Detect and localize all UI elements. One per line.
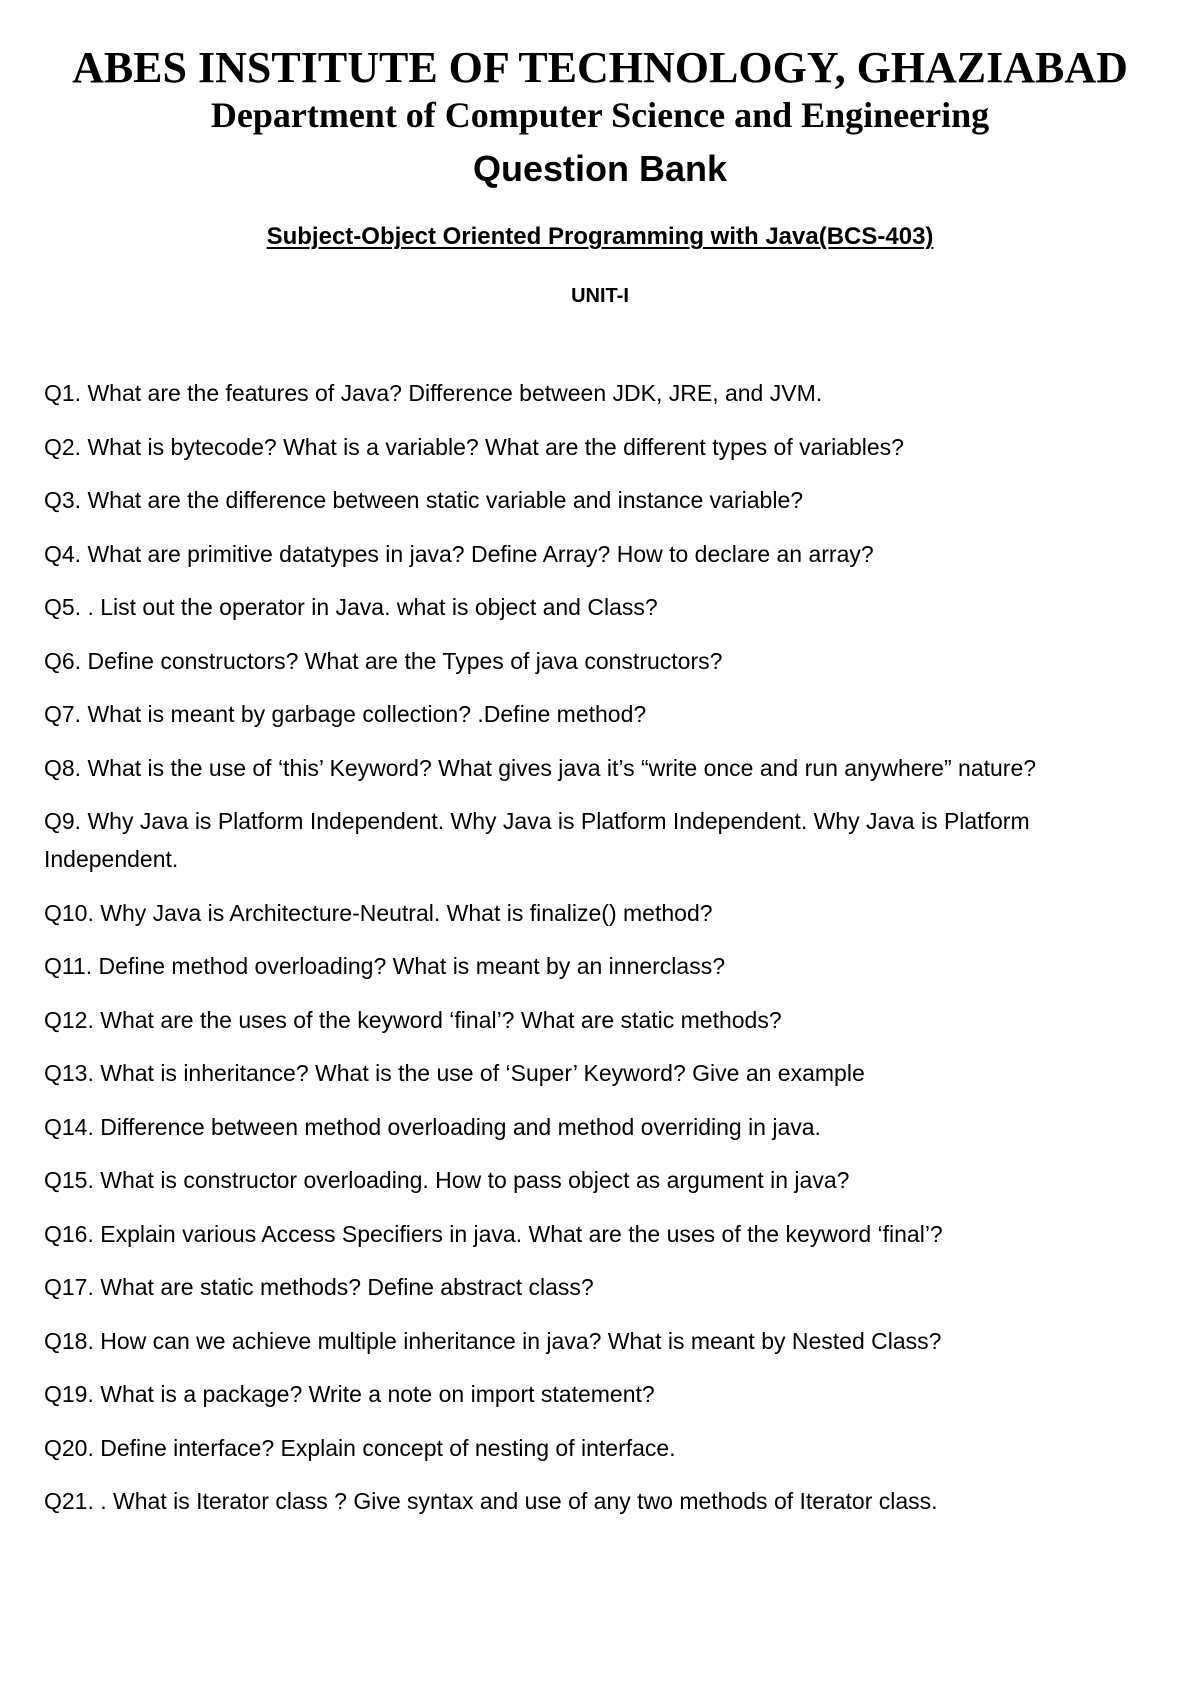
question-item: Q8. What is the use of ‘this’ Keyword? What gives java it’s “write once and run anywhere” nature? [44,754,1037,781]
question-item: Q1. What are the features of Java? Difference between JDK, JRE, and JVM. [44,380,823,406]
question-item: Q9. Why Java is Platform Independent. Why Java is Platform Independent. Why Java is Platform Independent. [44,808,1030,872]
question-item: Q20. Define interface? Explain concept of nesting of interface. [44,1434,676,1461]
subject-heading: Subject-Object Oriented Programming with Java(BCS-403) [266,223,934,250]
question-item: Q21. . What is Iterator class ? Give syntax and use of any two methods of Iterator class. [44,1488,938,1514]
question-item: Q16. Explain various Access Specifiers in java. What are the uses of the keyword ‘final’? [44,1220,943,1247]
institute-name: ABES INSTITUTE OF TECHNOLOGY, GHAZIABAD [72,43,1128,92]
question-item: Q5. . List out the operator in Java. what is object and Class? [44,594,658,620]
question-item: Q13. What is inheritance? What is the use of ‘Super’ Keyword? Give an example [44,1060,865,1086]
question-item: Q2. What is bytecode? What is a variable? What are the different types of variables? [44,433,904,460]
question-list [44,374,1156,1536]
unit-heading: UNIT-I [571,285,629,307]
question-item: Q14. Difference between method overloading and method overriding in java. [44,1113,821,1140]
document-title: Question Bank [472,148,728,189]
question-item: Q7. What is meant by garbage collection? .Define method? [44,701,647,727]
question-item: Q10. Why Java is Architecture-Neutral. What is finalize() method? [44,899,713,926]
department-name: Department of Computer Science and Engineering [210,95,990,135]
question-item: Q11. Define method overloading? What is meant by an innerclass? [44,953,726,979]
question-item: Q6. Define constructors? What are the Types of java constructors? [44,647,723,674]
question-item: Q12. What are the uses of the keyword ‘final’? What are static methods? [44,1006,782,1033]
question-item: Q19. What is a package? Write a note on import statement? [44,1381,655,1407]
question-item: Q18. How can we achieve multiple inheritance in java? What is meant by Nested Class? [44,1327,942,1354]
question-item: Q4. What are primitive datatypes in java? Define Array? How to declare an array? [44,540,874,567]
question-item: Q3. What are the difference between static variable and instance variable? [44,487,804,513]
question-item: Q17. What are static methods? Define abstract class? [44,1274,594,1300]
question-item: Q15. What is constructor overloading. How to pass object as argument in java? [44,1167,850,1193]
